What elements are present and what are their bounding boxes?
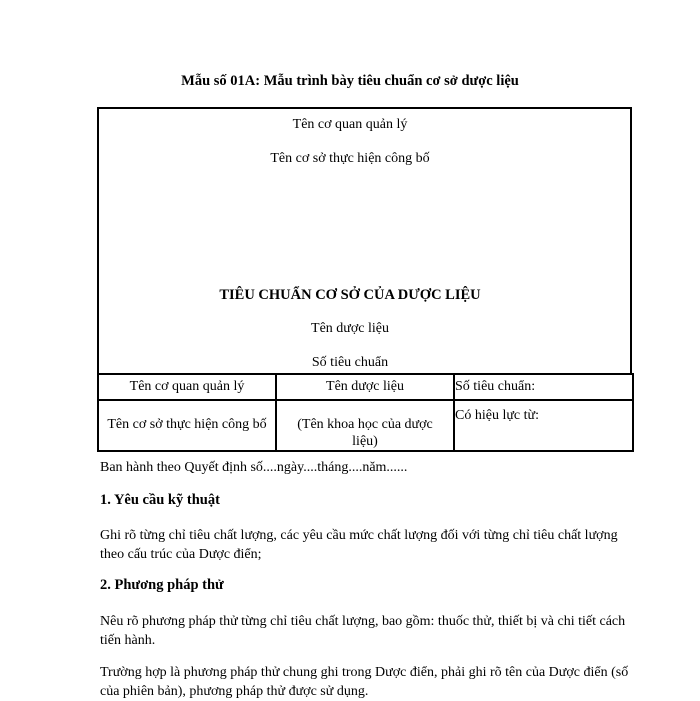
- info-cell-herb: [276, 374, 454, 400]
- info-facility-text: Tên cơ sở thực hiện công bố: [107, 417, 267, 432]
- document-title: Mẫu số 01A: Mẫu trình bày tiêu chuẩn cơ sở dược liệu: [181, 73, 519, 89]
- info-cell-scientific: [276, 400, 454, 451]
- section-2-heading: 2. Phương pháp thử: [100, 577, 224, 593]
- herb-name: Tên dược liệu: [311, 321, 389, 336]
- info-cell-facility: [98, 400, 276, 451]
- info-cell-number: [454, 374, 633, 400]
- section-2-paragraph-1: Nêu rõ phương pháp thử từng chỉ tiêu chất lượng, bao gồm: thuốc thử, thiết bị và chi tiết cách tiến hành.: [100, 614, 626, 648]
- agency-name: Tên cơ quan quản lý: [292, 117, 408, 132]
- standard-number: Số tiêu chuẩn: [311, 355, 389, 370]
- info-table: [97, 373, 634, 452]
- section-1-heading: 1. Yêu cầu kỹ thuật: [100, 492, 220, 508]
- facility-name: Tên cơ sở thực hiện công bố: [270, 151, 430, 166]
- section-1-paragraph: Ghi rõ từng chỉ tiêu chất lượng, các yêu cầu mức chất lượng đối với từng chỉ tiêu chất lượng theo cấu trúc của Dược điển;: [100, 528, 618, 562]
- info-herb-text: Tên dược liệu: [326, 379, 404, 394]
- info-cell-effective: [454, 400, 633, 451]
- issued-by-line: Ban hành theo Quyết định số....ngày....tháng....năm......: [100, 460, 408, 475]
- info-scientific-text: (Tên khoa học của dược liệu): [297, 417, 433, 449]
- info-agency-text: Tên cơ quan quản lý: [129, 379, 245, 394]
- section-2-paragraph-2: Trường hợp là phương pháp thử chung ghi trong Dược điển, phải ghi rõ tên của Dược điển (số của phiên bản), phương pháp thử được sử dụng.: [100, 665, 629, 699]
- info-number-text: Số tiêu chuẩn:: [455, 379, 536, 394]
- info-effective-text: Có hiệu lực từ:: [455, 408, 539, 423]
- info-cell-agency: [98, 374, 276, 400]
- standard-heading: TIÊU CHUẨN CƠ SỞ CỦA DƯỢC LIỆU: [219, 287, 481, 303]
